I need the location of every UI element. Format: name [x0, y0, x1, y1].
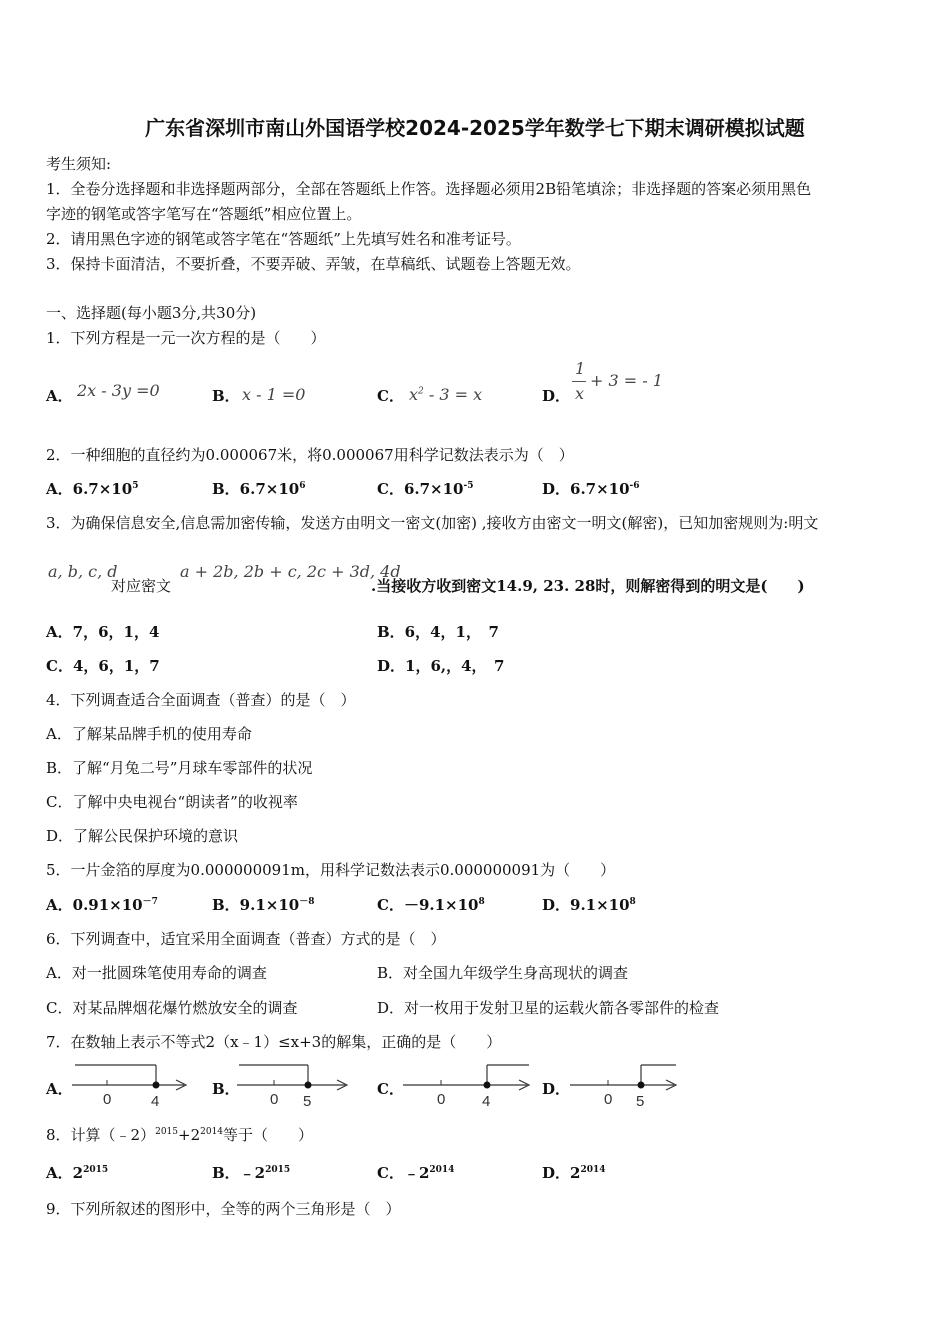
q3-plaintext: a, b, c, d [48, 562, 118, 581]
q8-option-a: A．$2^{2015}$ [46, 1164, 109, 1182]
closed-dot [484, 1082, 491, 1089]
q8-option-b: B．$﹣2^{2015}$ [212, 1164, 291, 1182]
tick-label-0: 0 [270, 1091, 279, 1108]
q3-ciphertext: a + 2b, 2b + c, 2c + 3d, 4d [180, 562, 401, 581]
tick-label-0: 0 [437, 1091, 446, 1108]
tick-label-5: 5 [636, 1093, 645, 1108]
question-8-stem: 8．计算$(﹣2)^{2015}+2^{2014}$等于（ ） [46, 1126, 314, 1144]
page-title: 广东省深圳市南山外国语学校2024-2025学年数学七下期末调研模拟试题 [145, 116, 805, 140]
q4-option-a: A．了解某品牌手机的使用寿命 [46, 725, 252, 743]
q1-option-b-label: B． [212, 387, 240, 405]
question-9-stem: 9．下列所叙述的图形中，全等的两个三角形是（ ） [46, 1200, 401, 1218]
q5-option-b: B．$9.1\times 10^{-8}$ [212, 896, 315, 914]
q1-option-a-formula: 2x - 3y =0 [77, 381, 160, 400]
q1-option-d-rest: + 3 = - 1 [590, 371, 663, 390]
q1-option-d-numerator: 1 [575, 359, 586, 378]
question-6-stem: 6．下列调查中，适宜采用全面调查（普查）方式的是（ ） [46, 930, 446, 948]
closed-dot [638, 1082, 645, 1089]
notice-line-3: 3．保持卡面清洁，不要折叠，不要弄破、弄皱，在草稿纸、试题卷上答题无效。 [46, 255, 581, 273]
q8-option-d: D．$2^{2014}$ [542, 1164, 606, 1182]
q2-option-d: D．$6.7\times 10^{-6}$ [542, 480, 640, 498]
q3-option-a: A．7，6，1，4 [46, 623, 160, 641]
question-5-stem: 5．一片金箔的厚度为0.000000091m，用科学记数法表示0.000000091为（ ） [46, 861, 616, 879]
q4-option-b: B．了解“月兔二号”月球车零部件的状况 [46, 759, 313, 777]
q3-option-c: C．4，6，1，7 [46, 657, 160, 675]
q8-option-c: C．$﹣2^{2014}$ [377, 1164, 455, 1182]
q1-option-c-formula: $x^2 - 3 = x$ [409, 385, 483, 404]
q7-option-a-label: A． [46, 1080, 73, 1098]
q2-option-c: C．$6.7\times 10^{-5}$ [377, 480, 474, 498]
tick-label-0: 0 [604, 1091, 613, 1108]
notice-line-2: 2．请用黑色字迹的钢笔或答字笔在“答题纸”上先填写姓名和准考证号。 [46, 230, 521, 248]
tick-label-4: 4 [482, 1093, 491, 1108]
q5-option-d: D．$9.1\times 10^8$ [542, 896, 636, 914]
tick-label-0: 0 [103, 1091, 112, 1108]
q1-option-d-label: D． [542, 387, 571, 405]
question-7-stem: 7．在数轴上表示不等式2（x﹣1）≤x+3的解集，正确的是（ ） [46, 1033, 502, 1051]
q1-option-d-fraction-bar [572, 381, 586, 382]
closed-dot [153, 1082, 160, 1089]
q7-option-c-number-line [403, 1060, 535, 1108]
section-heading: 一、选择题(每小题3分,共30分) [46, 304, 257, 322]
q2-option-b: B．$6.7\times 10^6$ [212, 480, 306, 498]
notice-line-1a: 1．全卷分选择题和非选择题两部分，全部在答题纸上作答。选择题必须用2B铅笔填涂；非选择题的答案必须用黑色 [46, 180, 812, 198]
q7-option-a-number-line [72, 1060, 192, 1108]
q3-tail-text: .当接收方收到密文14.9, 23. 28时，则解密得到的明文是( ) [371, 577, 805, 595]
notice-heading: 考生须知: [46, 155, 112, 173]
q1-option-c-label: C． [377, 387, 404, 405]
q5-option-c: C．$-9.1\times 10^8$ [377, 896, 485, 914]
q6-option-a: A．对一批圆珠笔使用寿命的调查 [46, 964, 267, 982]
q6-option-b: B．对全国九年级学生身高现状的调查 [377, 964, 629, 982]
notice-line-1b: 字迹的钢笔或答字笔写在“答题纸”相应位置上。 [46, 205, 362, 223]
q7-option-d-number-line [570, 1060, 682, 1108]
q1-option-d-denominator: x [575, 384, 585, 403]
q1-option-a-label: A． [46, 387, 73, 405]
q6-option-d: D．对一枚用于发射卫星的运载火箭各零部件的检查 [377, 999, 720, 1017]
question-3-stem: 3．为确保信息安全,信息需加密传输，发送方由明文一密文(加密) ,接收方由密文一明文(解密)，已知加密规则为:明文 [46, 514, 819, 532]
q4-option-c: C．了解中央电视台“朗读者”的收视率 [46, 793, 298, 811]
q7-option-c-label: C． [377, 1080, 404, 1098]
q1-option-b-formula: x - 1 =0 [242, 385, 306, 404]
q4-option-d: D．了解公民保护环境的意识 [46, 827, 239, 845]
tick-label-4: 4 [151, 1093, 160, 1108]
q3-mid-text: 对应密文 [111, 577, 172, 595]
q5-option-a: A．$0.91\times 10^{-7}$ [46, 896, 158, 914]
q2-option-a: A．$6.7\times 10^5$ [46, 480, 139, 498]
question-2-stem: 2．一种细胞的直径约为0.000067米，将0.000067用科学记数法表示为（ ） [46, 446, 574, 464]
question-4-stem: 4．下列调查适合全面调查（普查）的是（ ） [46, 691, 356, 709]
question-1-stem: 1．下列方程是一元一次方程的是（ ） [46, 329, 326, 347]
q7-option-d-label: D． [542, 1080, 571, 1098]
q3-option-d: D．1，6,，4， 7 [377, 657, 505, 675]
q6-option-c: C．对某品牌烟花爆竹燃放安全的调查 [46, 999, 298, 1017]
q3-option-b: B．6，4，1， 7 [377, 623, 499, 641]
tick-label-5: 5 [303, 1093, 312, 1108]
q7-option-b-label: B． [212, 1080, 240, 1098]
q7-option-b-number-line [237, 1060, 352, 1108]
closed-dot [305, 1082, 312, 1089]
